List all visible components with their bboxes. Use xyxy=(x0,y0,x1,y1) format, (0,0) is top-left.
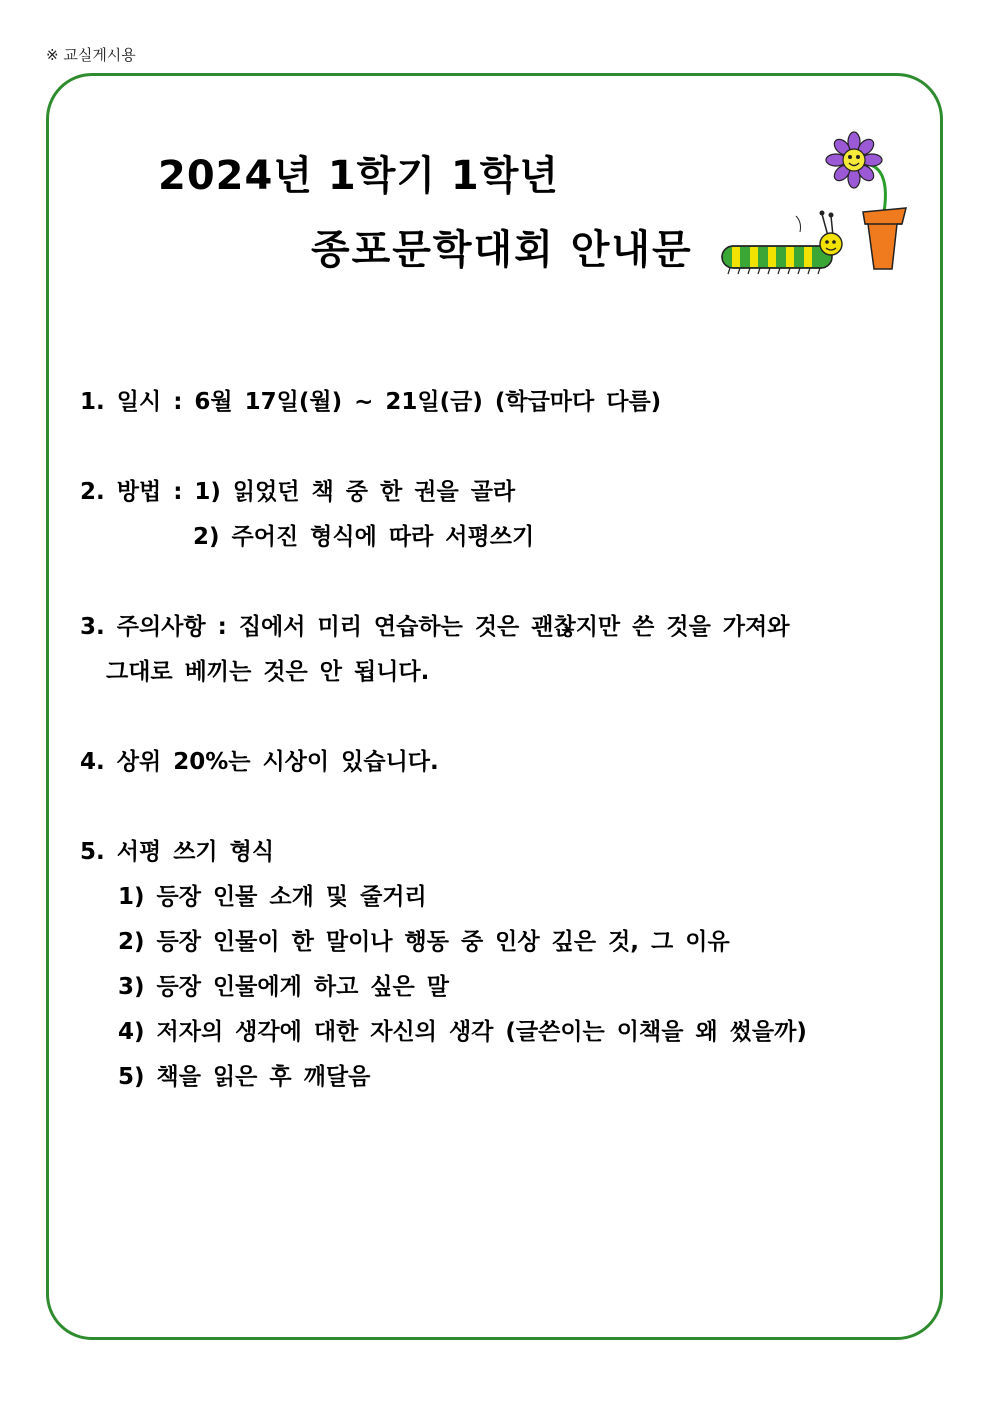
illustration xyxy=(716,126,916,286)
item-award: 4. 상위 20%는 시상이 있습니다. xyxy=(80,749,439,775)
item-schedule: 1. 일시 : 6월 17일(월) ~ 21일(금) (학급마다 다름) xyxy=(80,389,662,415)
item-caution: 3. 주의사항 : 집에서 미리 연습하는 것은 괜찮지만 쓴 것을 가져와 xyxy=(80,614,790,640)
format-item: 1) 등장 인물 소개 및 줄거리 xyxy=(118,884,427,910)
title-line-1: 2024년 1학기 1학년 xyxy=(158,153,560,199)
item-format: 5. 서평 쓰기 형식 xyxy=(80,839,275,865)
format-item: 3) 등장 인물에게 하고 싶은 말 xyxy=(118,974,449,1000)
item-method-sub: 2) 주어진 형식에 따라 서평쓰기 xyxy=(193,524,535,550)
title-line-2: 종포문학대회 안내문 xyxy=(311,227,693,273)
posting-note: ※ 교실게시용 xyxy=(46,46,136,64)
format-item: 2) 등장 인물이 한 말이나 행동 중 인상 깊은 것, 그 이유 xyxy=(118,929,730,955)
format-item: 4) 저자의 생각에 대한 자신의 생각 (글쓴이는 이책을 왜 썼을까) xyxy=(118,1019,807,1045)
format-item: 5) 책을 읽은 후 깨달음 xyxy=(118,1064,371,1090)
item-caution-cont: 그대로 베끼는 것은 안 됩니다. xyxy=(106,659,430,685)
item-method: 2. 방법 : 1) 읽었던 책 중 한 권을 골라 xyxy=(80,479,516,505)
caterpillar-icon xyxy=(722,211,842,275)
